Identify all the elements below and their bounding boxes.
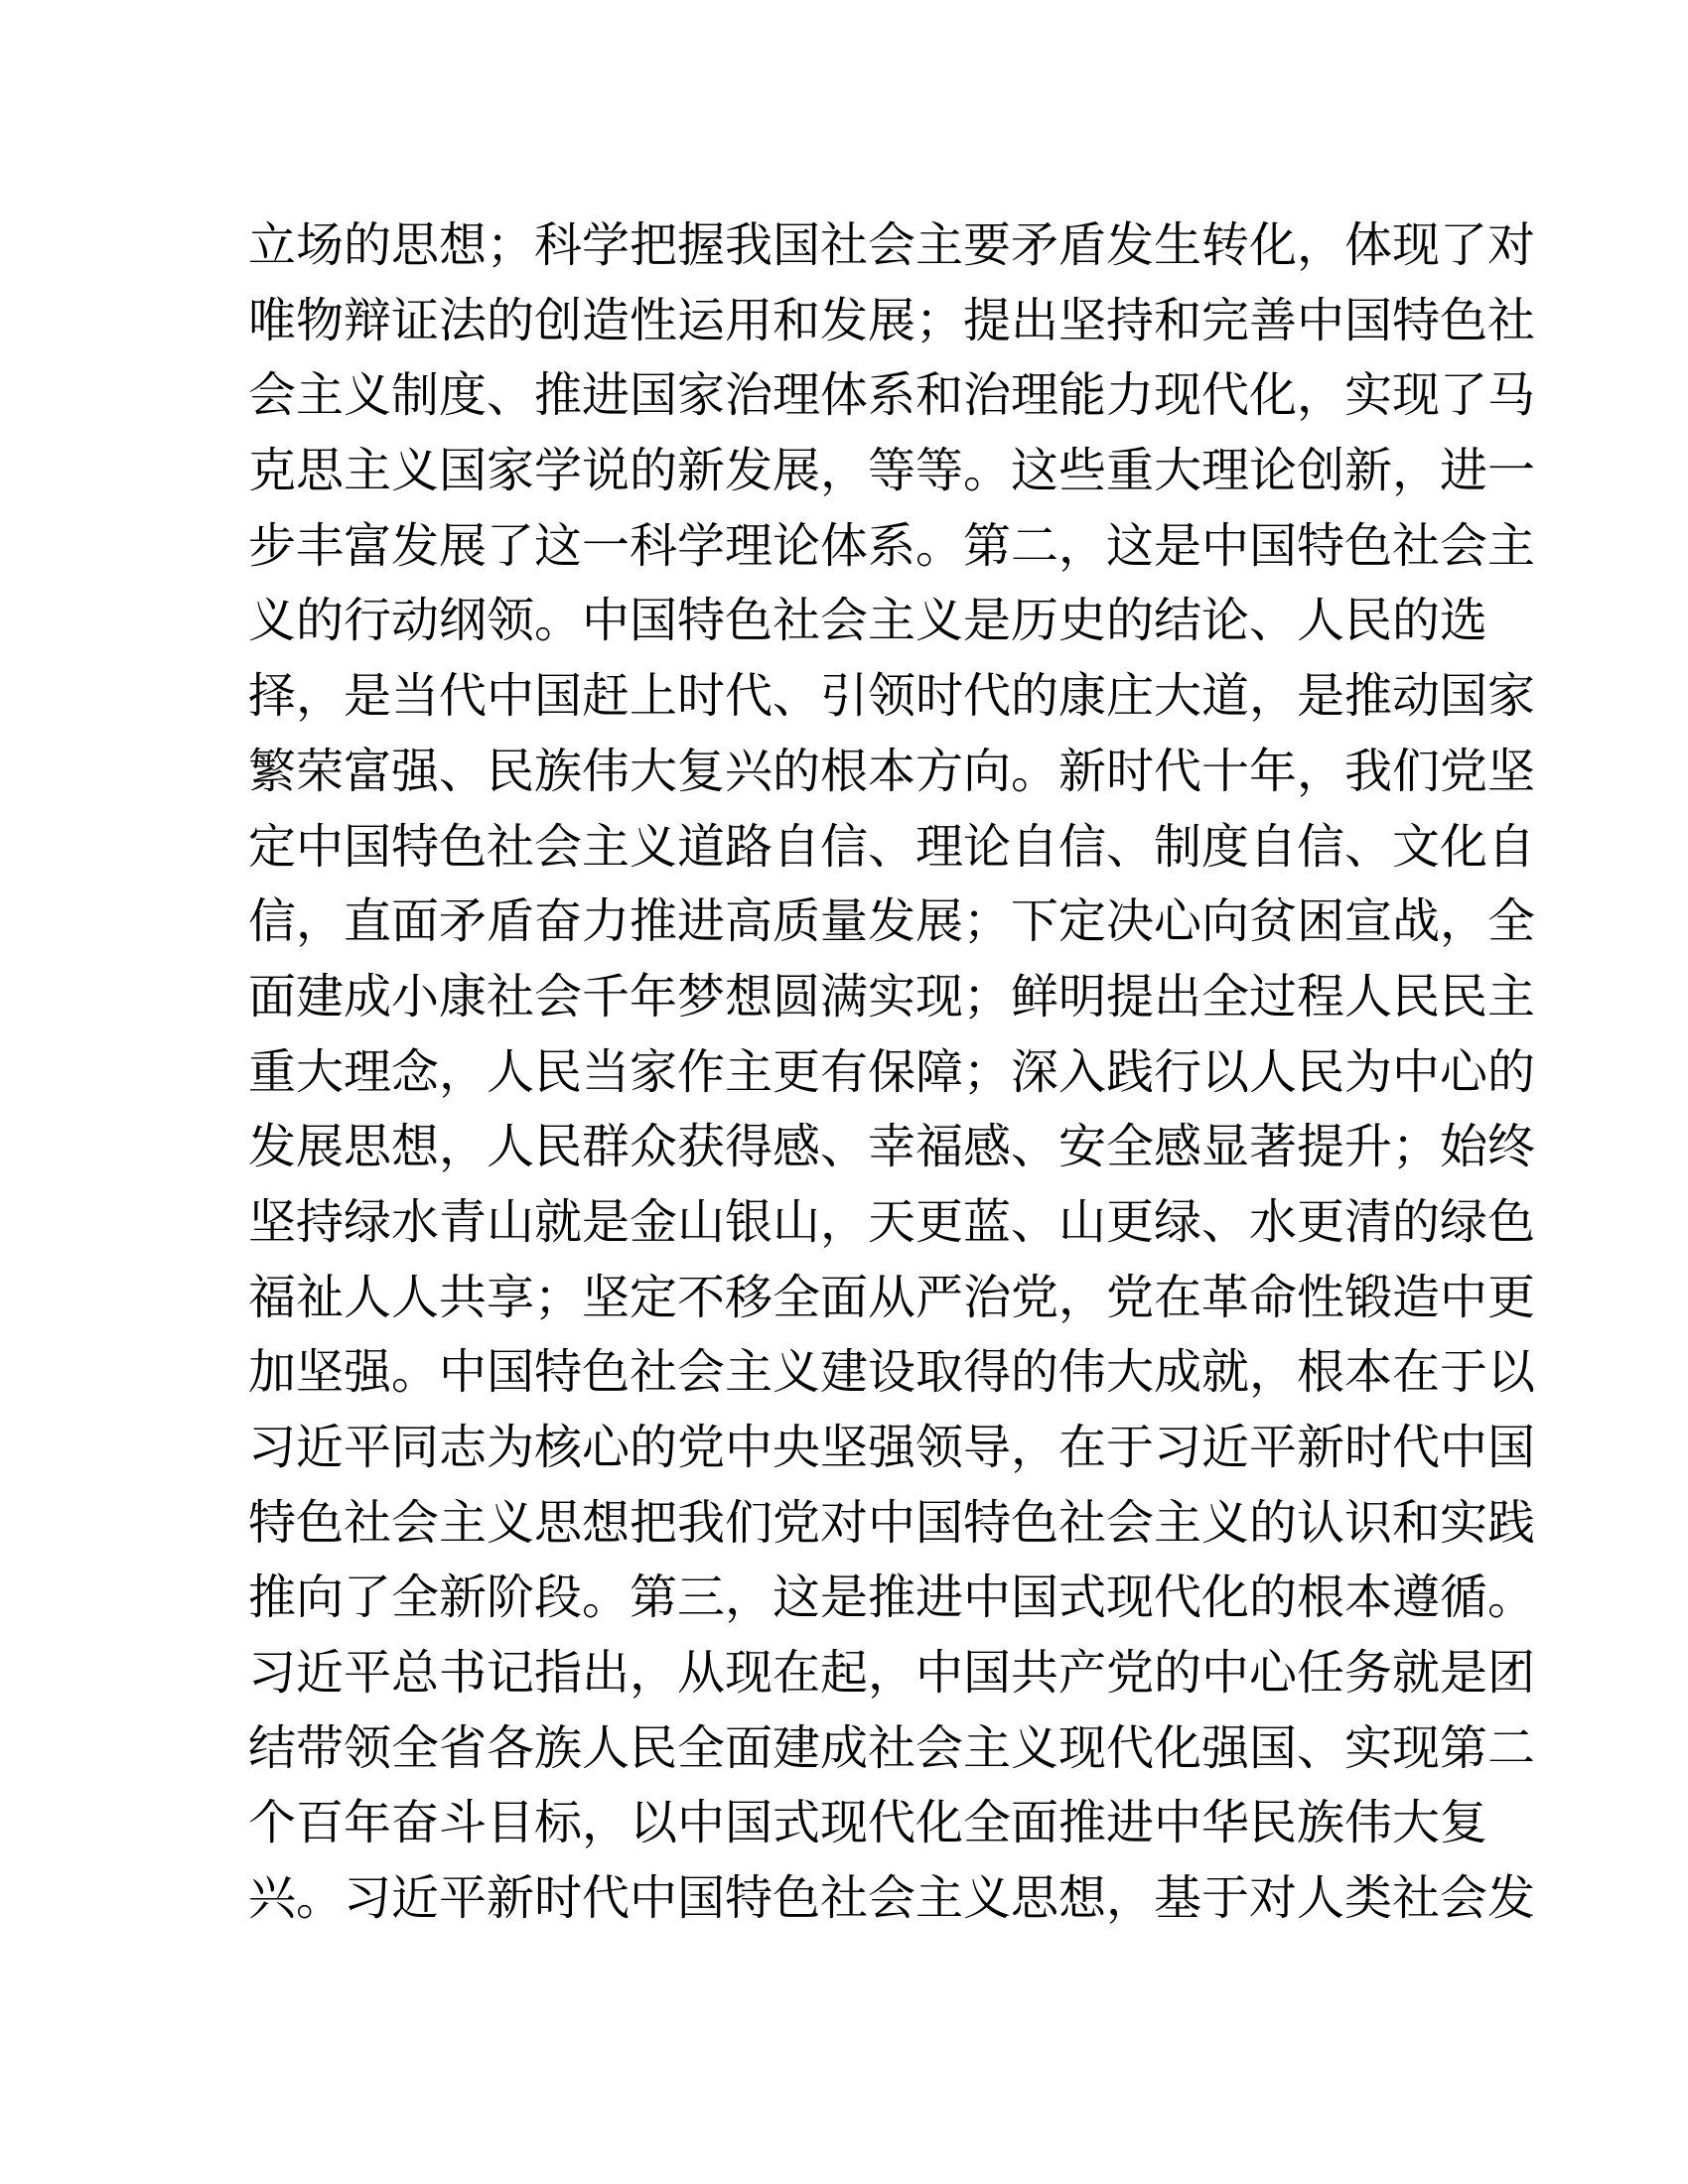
- text-line: 择，是当代中国赶上时代、引领时代的康庄大道，是推动国家: [248, 668, 1536, 725]
- text-line: 坚持绿水青山就是金山银山，天更蓝、山更绿、水更清的绿色: [248, 1193, 1536, 1250]
- text-line: 推向了全新阶段。第三，这是推进中国式现代化的根本遵循。: [248, 1570, 1536, 1626]
- text-line: 繁荣富强、民族伟大复兴的根本方向。新时代十年，我们党坚: [248, 743, 1536, 799]
- text-line: 发展思想，人民群众获得感、幸福感、安全感显著提升；始终: [248, 1119, 1536, 1175]
- text-line: 习近平同志为核心的党中央坚强领导，在于习近平新时代中国: [248, 1420, 1536, 1475]
- text-line: 定中国特色社会主义道路自信、理论自信、制度自信、文化自: [248, 818, 1536, 875]
- text-line: 信，直面矛盾奋力推进高质量发展；下定决心向贫困宣战，全: [248, 893, 1536, 950]
- text-line: 立场的思想；科学把握我国社会主要矛盾发生转化，体现了对: [248, 217, 1536, 273]
- text-line: 特色社会主义思想把我们党对中国特色社会主义的认识和实践: [248, 1494, 1536, 1551]
- text-line: 会主义制度、推进国家治理体系和治理能力现代化，实现了马: [248, 367, 1536, 424]
- body-text: [248, 208, 1536, 1937]
- text-line: 义的行动纲领。中国特色社会主义是历史的结论、人民的选: [248, 593, 1488, 649]
- text-line: 克思主义国家学说的新发展，等等。这些重大理论创新，进一: [248, 443, 1536, 499]
- text-line: 福祉人人共享；坚定不移全面从严治党，党在革命性锻造中更: [248, 1269, 1536, 1325]
- text-line: 面建成小康社会千年梦想圆满实现；鲜明提出全过程人民民主: [248, 968, 1536, 1024]
- text-line: 习近平总书记指出，从现在起，中国共产党的中心任务就是团: [248, 1645, 1536, 1702]
- text-line: 结带领全省各族人民全面建成社会主义现代化强国、实现第二: [248, 1719, 1536, 1776]
- text-line: 重大理念，人民当家作主更有保障；深入践行以人民为中心的: [248, 1043, 1536, 1100]
- text-line: 唯物辩证法的创造性运用和发展；提出坚持和完善中国特色社: [248, 292, 1536, 348]
- text-line: 个百年奋斗目标，以中国式现代化全面推进中华民族伟大复: [248, 1795, 1488, 1851]
- text-line: 步丰富发展了这一科学理论体系。第二，这是中国特色社会主: [248, 517, 1536, 574]
- text-line: 兴。习近平新时代中国特色社会主义思想，基于对人类社会发: [248, 1870, 1536, 1927]
- text-line: 加坚强。中国特色社会主义建设取得的伟大成就，根本在于以: [248, 1344, 1536, 1401]
